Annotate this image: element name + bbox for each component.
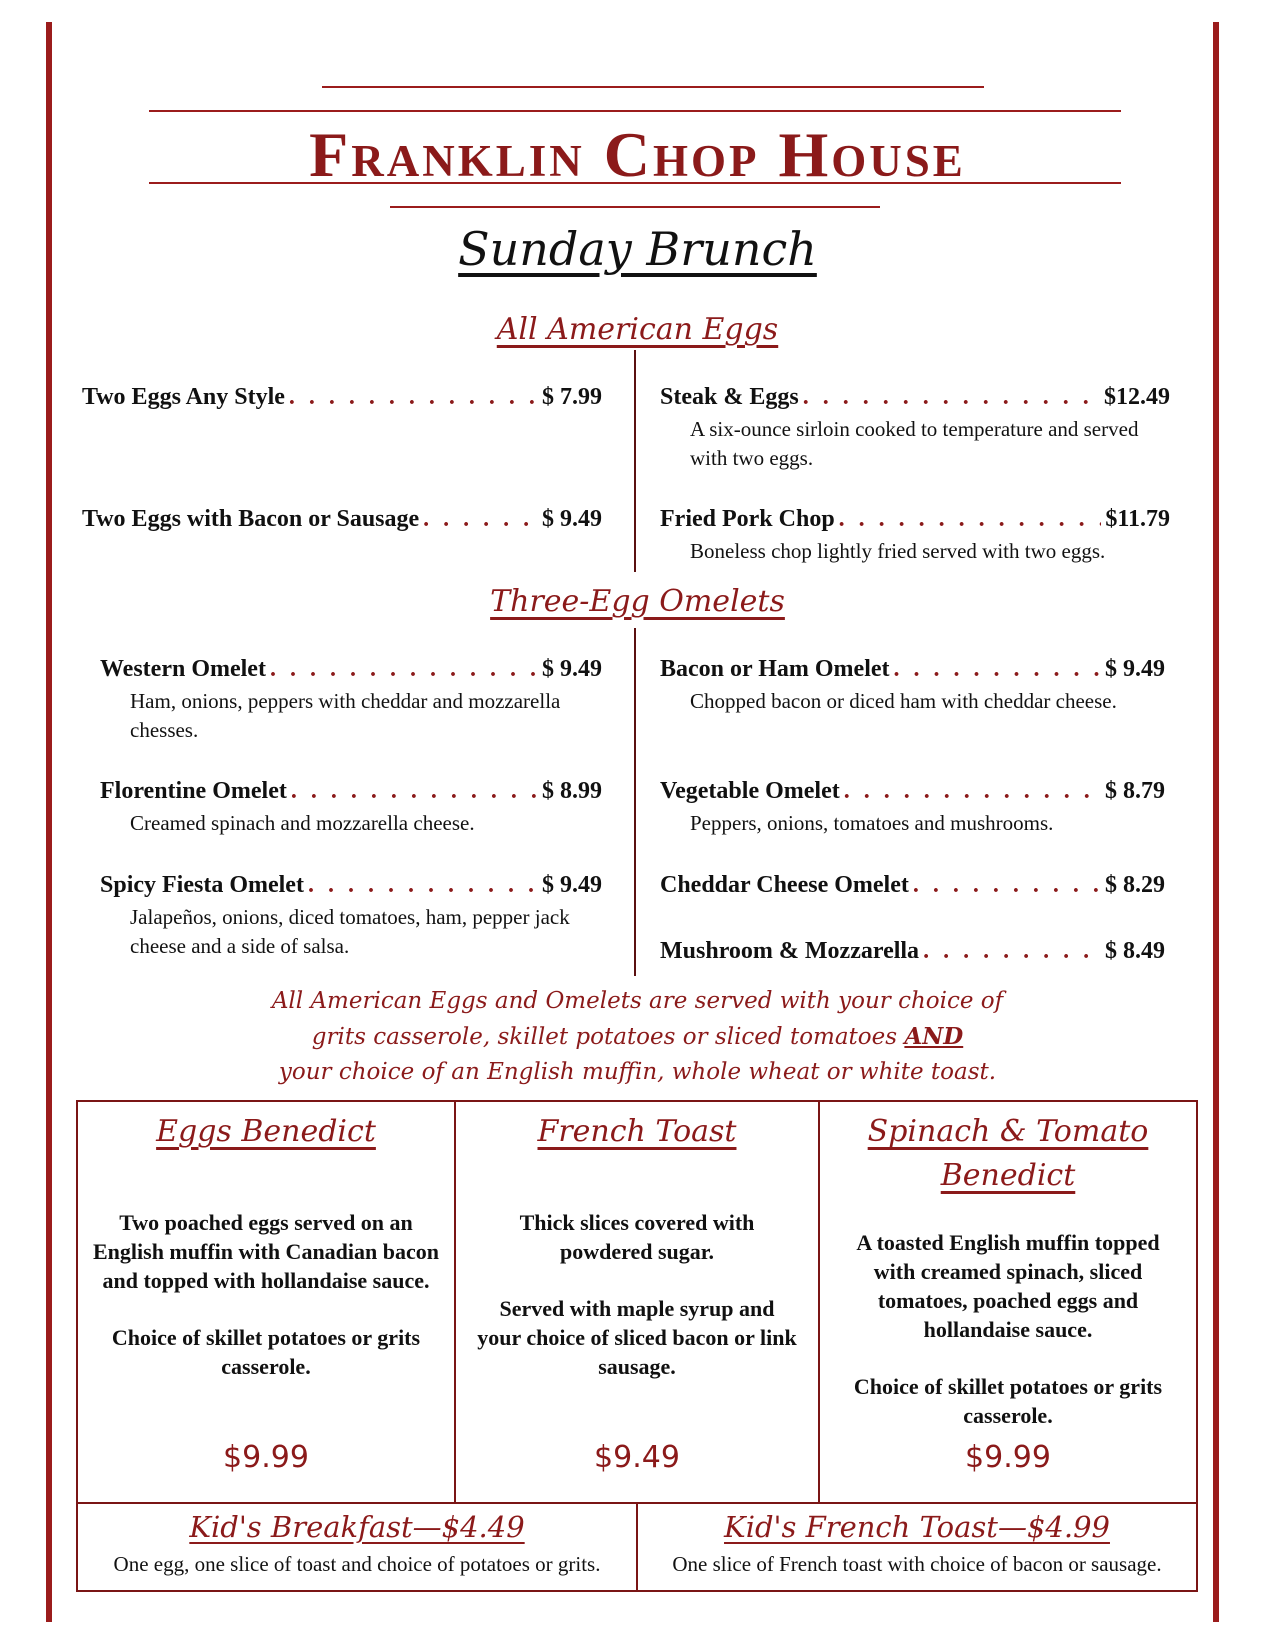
- menu-item: Spicy Fiesta Omelet . . . $ 9.49 Jalapeños, onions, diced tomatoes, ham, pepper jack cheese and a side of salsa.: [100, 872, 602, 961]
- menu-item: Bacon or Ham Omelet . . . $ 9.49 Chopped bacon or diced ham with cheddar cheese.: [660, 656, 1165, 716]
- omelets-column-divider: [634, 628, 636, 976]
- header-rule-bottom-short: [390, 206, 880, 208]
- menu-item: Western Omelet . . . $ 9.49 Ham, onions, peppers with cheddar and mozzarella chesses.: [100, 656, 602, 745]
- menu-item: Vegetable Omelet . . . $ 8.79 Peppers, onions, tomatoes and mushrooms.: [660, 778, 1165, 838]
- header-rule-top-short: [322, 86, 984, 88]
- header-rule-top-long: [149, 110, 1121, 112]
- restaurant-name: Franklin Chop House: [309, 119, 966, 190]
- eggs-column-divider: [634, 350, 636, 572]
- menu-item: Two Eggs Any Style . . . $ 7.99: [82, 384, 602, 411]
- menu-item: Mushroom & Mozzarella . . . $ 8.49: [660, 938, 1165, 965]
- menu-item: Steak & Eggs . . . $12.49 A six-ounce sirloin cooked to temperature and served with two eggs.: [660, 384, 1170, 473]
- menu-subtitle: Sunday Brunch: [458, 222, 817, 276]
- kids-french-toast: Kid's French Toast—$4.99 One slice of French toast with choice of bacon or sausage.: [672, 1510, 1162, 1576]
- served-with-note: All American Eggs and Omelets are served with your choice of grits casserole, skillet potatoes or sliced tomatoes AND your choice of an English muffin, whole wheat or white toast.: [271, 988, 1004, 1085]
- kids-breakfast: Kid's Breakfast—$4.49 One egg, one slice of toast and choice of potatoes or grits.: [113, 1510, 601, 1576]
- special-eggs-benedict: Eggs Benedict Two poached eggs served on an English muffin with Canadian bacon and topped with hollandaise sauce. Choice of skillet potatoes or grits casserole. $9.99: [93, 1114, 439, 1475]
- menu-item: Cheddar Cheese Omelet . . . $ 8.29: [660, 872, 1165, 899]
- special-french-toast: French Toast Thick slices covered with powdered sugar. Served with maple syrup and your choice of sliced bacon or link sausage. $9.49: [477, 1114, 797, 1475]
- menu-item: Two Eggs with Bacon or Sausage . . . $ 9.49: [82, 506, 602, 533]
- section-title-omelets: Three-Egg Omelets: [490, 584, 785, 619]
- special-spinach-tomato-benedict: Spinach & Tomato Benedict A toasted English muffin topped with creamed spinach, sliced tomatoes, poached eggs and hollandaise sauce. Choice of skillet potatoes or grits casserole. $9.99: [853, 1114, 1163, 1475]
- section-title-eggs: All American Eggs: [496, 312, 779, 347]
- menu-item: Florentine Omelet . . . $ 8.99 Creamed spinach and mozzarella cheese.: [100, 778, 602, 838]
- menu-item: Fried Pork Chop . . . $11.79 Boneless chop lightly fried served with two eggs.: [660, 506, 1170, 566]
